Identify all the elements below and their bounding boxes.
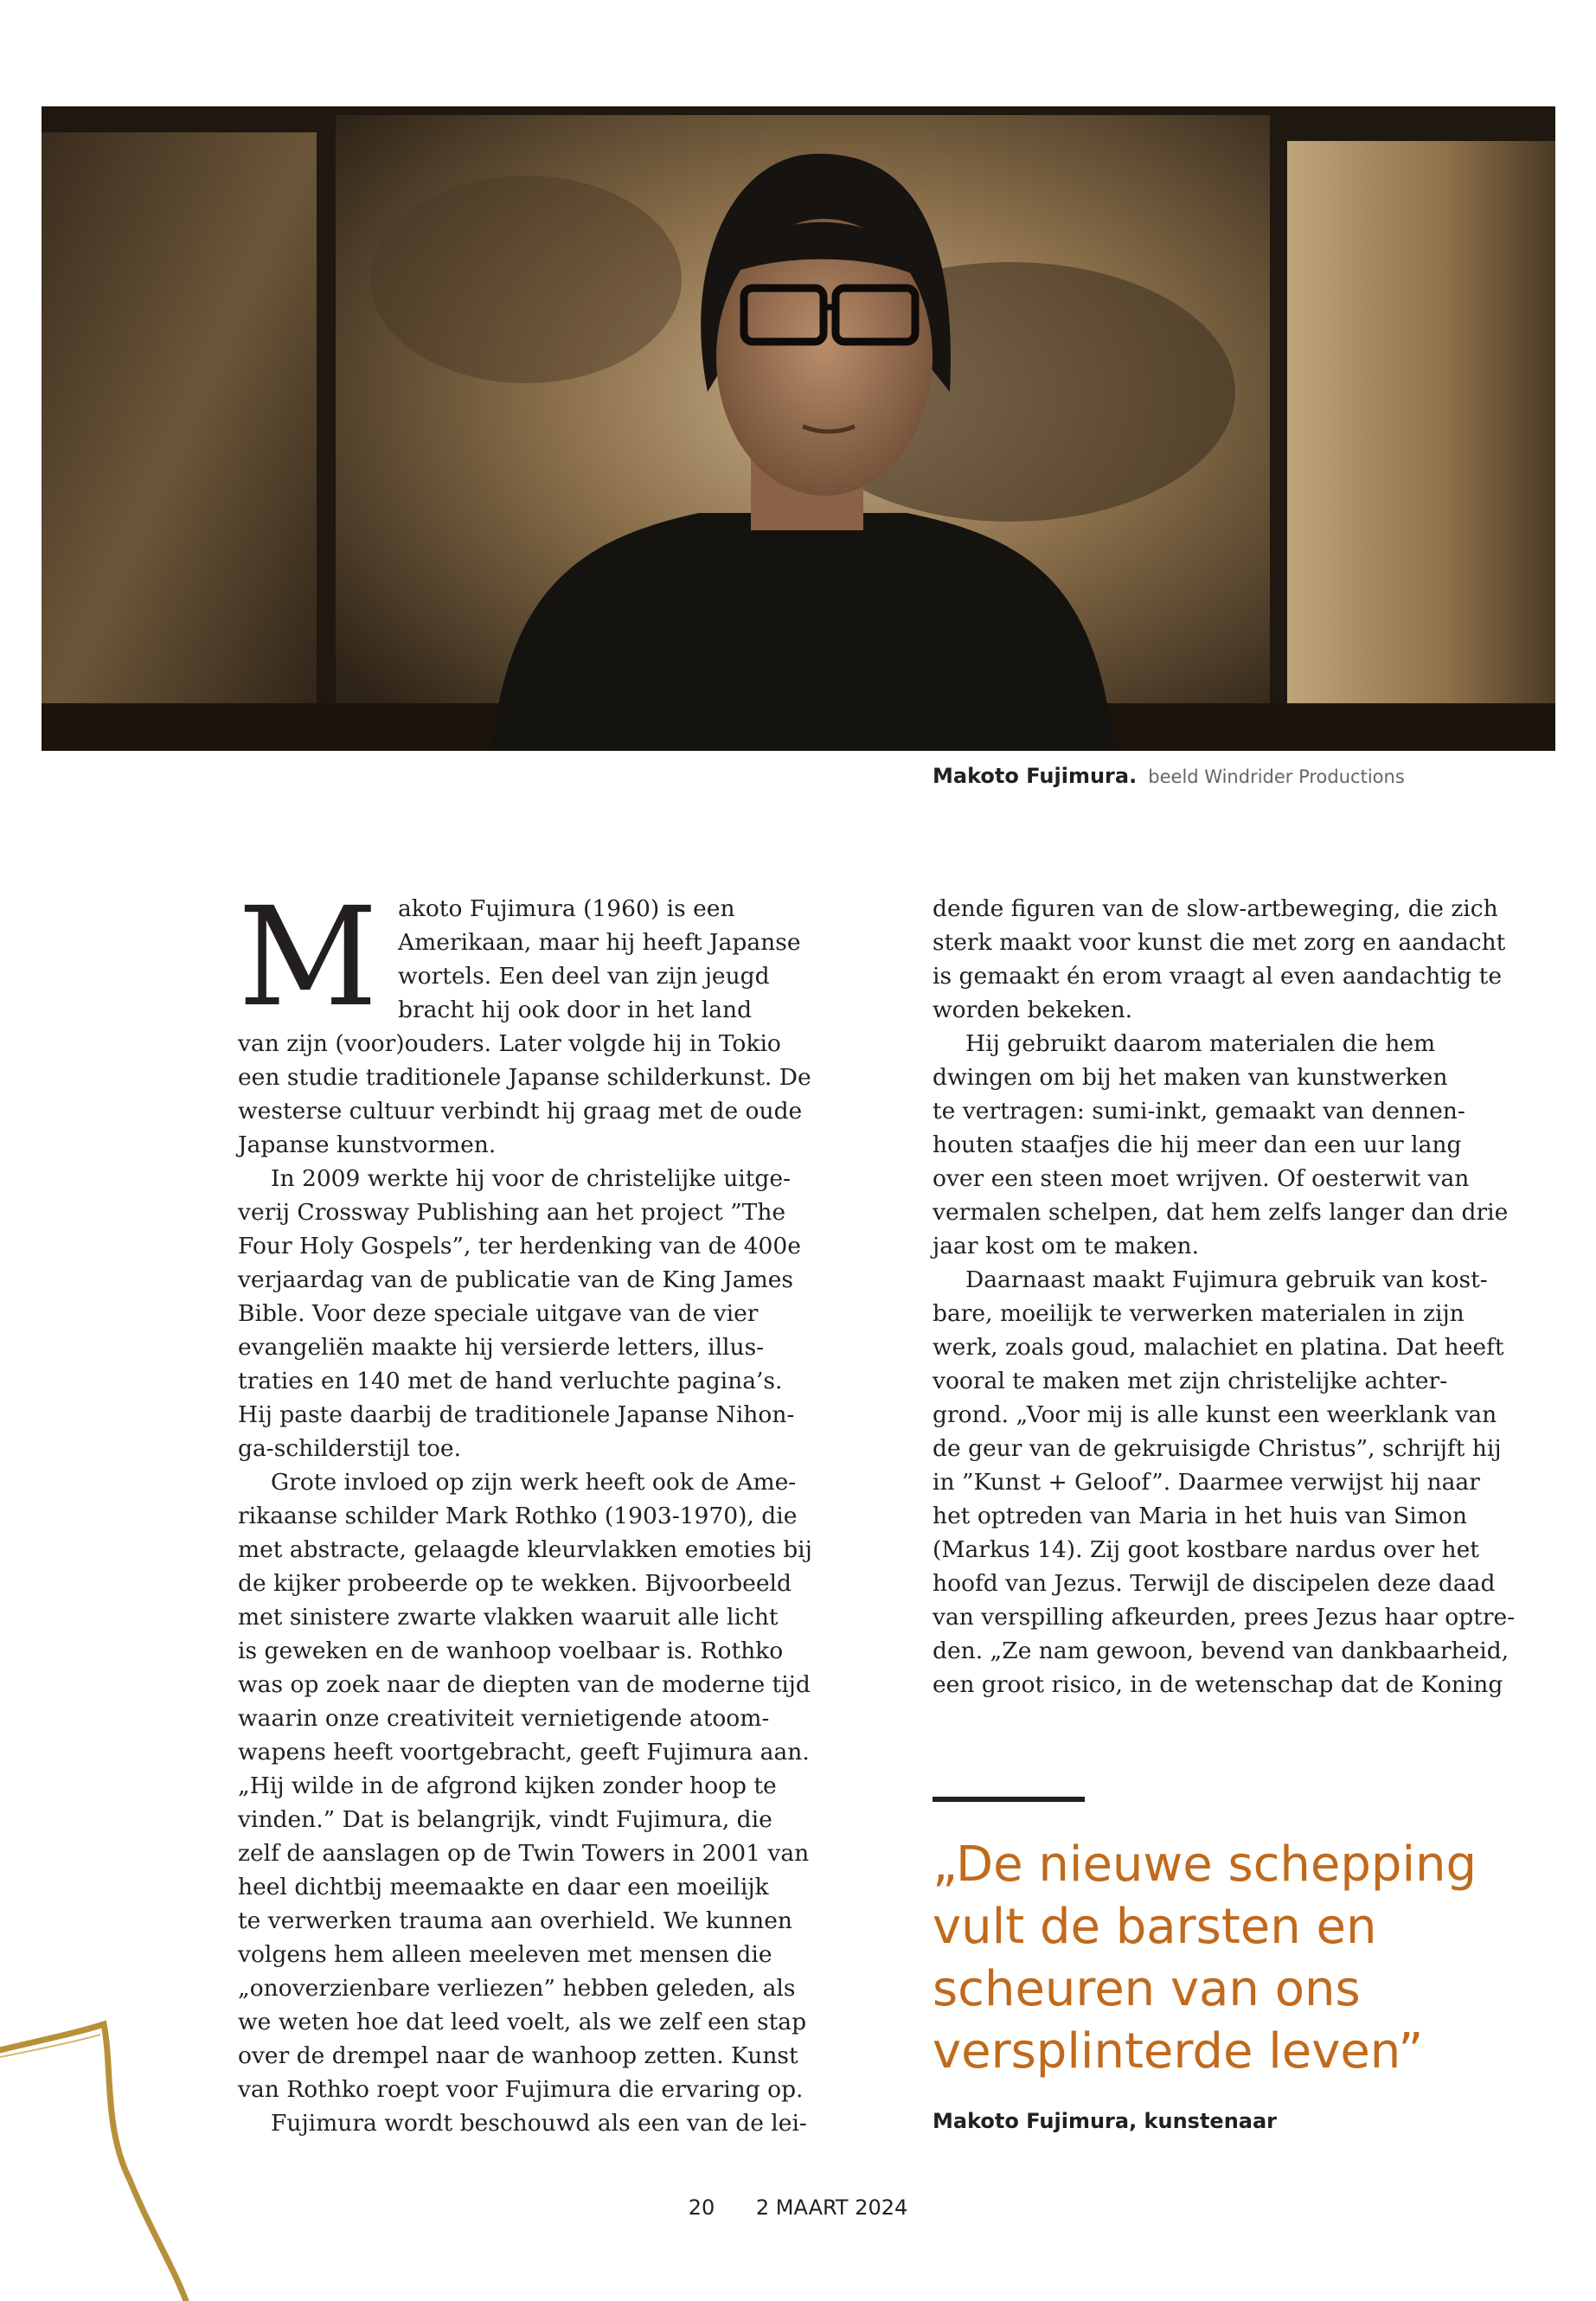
text-line: een studie traditionele Japanse schilderkunst. De [238, 1064, 811, 1091]
text-line: dwingen om bij het maken van kunstwerken [933, 1064, 1448, 1091]
right-body-text [933, 892, 1516, 1702]
text-line: traties en 140 met de hand verluchte pagina’s. [238, 1368, 783, 1394]
text-line: is geweken en de wanhoop voelbaar is. Rothko [238, 1638, 784, 1664]
text-line: Daarnaast maakt Fujimura gebruik van kost- [965, 1266, 1488, 1293]
text-line: Japanse kunstvormen. [238, 1131, 497, 1158]
article-column-left [238, 878, 812, 2140]
text-line: bracht hij ook door in het land [398, 997, 753, 1023]
text-line: van zijn (voor)ouders. Later volgde hij in Tokio [238, 1030, 781, 1057]
article-column-right [933, 892, 1516, 1702]
pull-quote-line: scheuren van ons [933, 1961, 1361, 2017]
text-line: worden bekeken. [933, 997, 1133, 1023]
dropcap-block [238, 878, 801, 1037]
text-line: de kijker probeerde op te wekken. Bijvoorbeeld [238, 1570, 792, 1597]
text-line: het optreden van Maria in het huis van Simon [933, 1503, 1467, 1529]
portrait-illustration [42, 106, 1555, 751]
text-line: wapens heeft voortgebracht, geeft Fujimura aan. [238, 1739, 810, 1766]
text-line: te verwerken trauma aan overhield. We kunnen [238, 1907, 792, 1934]
text-line: te vertragen: sumi-inkt, gemaakt van dennen- [933, 1098, 1465, 1125]
text-line: over de drempel naar de wanhoop zetten. Kunst [238, 2042, 798, 2069]
quote-author: Makoto Fujimura, kunstenaar [933, 2109, 1278, 2133]
page-footer [0, 2195, 1596, 2220]
text-line: was op zoek naar de diepten van de moderne tijd [238, 1671, 811, 1698]
text-line: met sinistere zwarte vlakken waaruit alle licht [238, 1604, 779, 1631]
text-line: verij Crossway Publishing aan het project ”The [238, 1199, 786, 1226]
text-line: westerse cultuur verbindt hij graag met de oude [238, 1098, 803, 1125]
left-body-text [238, 1027, 812, 2140]
pull-quote-line: versplinterde leven” [933, 2023, 1424, 2080]
text-line: akoto Fujimura (1960) is een [398, 895, 735, 922]
text-line: sterk maakt voor kunst die met zorg en aandacht [933, 929, 1506, 956]
text-line: Hij gebruikt daarom materialen die hem [965, 1030, 1436, 1057]
text-line: in ”Kunst + Geloof”. Daarmee verwijst hij naar [933, 1469, 1480, 1496]
text-line: „onoverzienbare verliezen” hebben geleden, als [238, 1975, 796, 2002]
text-line: Hij paste daarbij de traditionele Japanse Nihon- [238, 1401, 795, 1428]
text-line: verjaardag van de publicatie van de King James [238, 1266, 793, 1293]
text-line: van Rothko roept voor Fujimura die ervaring op. [238, 2076, 804, 2103]
text-line: dende figuren van de slow-artbeweging, die zich [933, 895, 1498, 922]
page-number: 20 [688, 2195, 715, 2220]
text-line: houten staafjes die hij meer dan een uur lang [933, 1131, 1462, 1158]
text-line: In 2009 werkte hij voor de christelijke uitge- [271, 1165, 791, 1192]
text-line: we weten hoe dat leed voelt, als we zelf een stap [238, 2009, 807, 2035]
text-line: een groot risico, in de wetenschap dat de Koning [933, 1671, 1503, 1698]
text-line: is gemaakt én erom vraagt al even aandachtig te [933, 963, 1503, 990]
text-line: waarin onze creativiteit vernietigende atoom- [238, 1705, 770, 1732]
text-line: over een steen moet wrijven. Of oesterwit van [933, 1165, 1470, 1192]
text-line: „Hij wilde in de afgrond kijken zonder hoop te [238, 1772, 777, 1799]
dropcap-lines [398, 892, 801, 1027]
text-line: bare, moeilijk te verwerken materialen in zijn [933, 1300, 1465, 1327]
text-line: heel dichtbij meemaakte en daar een moeilijk [238, 1874, 769, 1900]
text-line: vinden.” Dat is belangrijk, vindt Fujimura, die [238, 1806, 772, 1833]
text-line: volgens hem alleen meeleven met mensen die [238, 1941, 772, 1968]
gold-decorative-line [0, 1990, 225, 2301]
text-line: wortels. Een deel van zijn jeugd [398, 963, 770, 990]
caption-credit: beeld Windrider Productions [1148, 766, 1405, 787]
pull-quote-line: vult de barsten en [933, 1899, 1377, 1955]
text-line: zelf de aanslagen op de Twin Towers in 2001 van [238, 1840, 810, 1867]
text-line: rikaanse schilder Mark Rothko (1903-1970), die [238, 1503, 798, 1529]
pull-quote [933, 1834, 1477, 2083]
text-line: (Markus 14). Zij goot kostbare nardus over het [933, 1536, 1479, 1563]
issue-date: 2 MAART 2024 [755, 2195, 908, 2220]
text-line: van verspilling afkeurden, prees Jezus haar optre- [933, 1604, 1516, 1631]
text-line: Four Holy Gospels”, ter herdenking van de 400e [238, 1233, 801, 1259]
caption-name: Makoto Fujimura. [933, 764, 1138, 788]
dropcap-letter: M [238, 878, 378, 1037]
quote-rule [933, 1797, 1085, 1802]
photo-caption [933, 764, 1405, 788]
text-line: den. „Ze nam gewoon, bevend van dankbaarheid, [933, 1638, 1509, 1664]
text-line: vermalen schelpen, dat hem zelfs langer dan drie [933, 1199, 1509, 1226]
text-line: grond. „Voor mij is alle kunst een weerklank van [933, 1401, 1497, 1428]
pull-quote-line: „De nieuwe schepping [933, 1836, 1477, 1893]
text-line: jaar kost om te maken. [933, 1233, 1200, 1259]
text-line: met abstracte, gelaagde kleurvlakken emoties bij [238, 1536, 812, 1563]
text-line: Grote invloed op zijn werk heeft ook de Ame- [271, 1469, 797, 1496]
text-line: hoofd van Jezus. Terwijl de discipelen deze daad [933, 1570, 1496, 1597]
text-line: evangeliën maakte hij versierde letters, illus- [238, 1334, 765, 1361]
portrait-photo [42, 106, 1555, 751]
text-line: Amerikaan, maar hij heeft Japanse [398, 929, 801, 956]
text-line: Fujimura wordt beschouwd als een van de lei- [271, 2110, 807, 2137]
text-line: werk, zoals goud, malachiet en platina. Dat heeft [933, 1334, 1504, 1361]
text-line: Bible. Voor deze speciale uitgave van de vier [238, 1300, 759, 1327]
text-line: ga-schilderstijl toe. [238, 1435, 462, 1462]
text-line: de geur van de gekruisigde Christus”, schrijft hij [933, 1435, 1502, 1462]
text-line: vooral te maken met zijn christelijke achter- [933, 1368, 1448, 1394]
